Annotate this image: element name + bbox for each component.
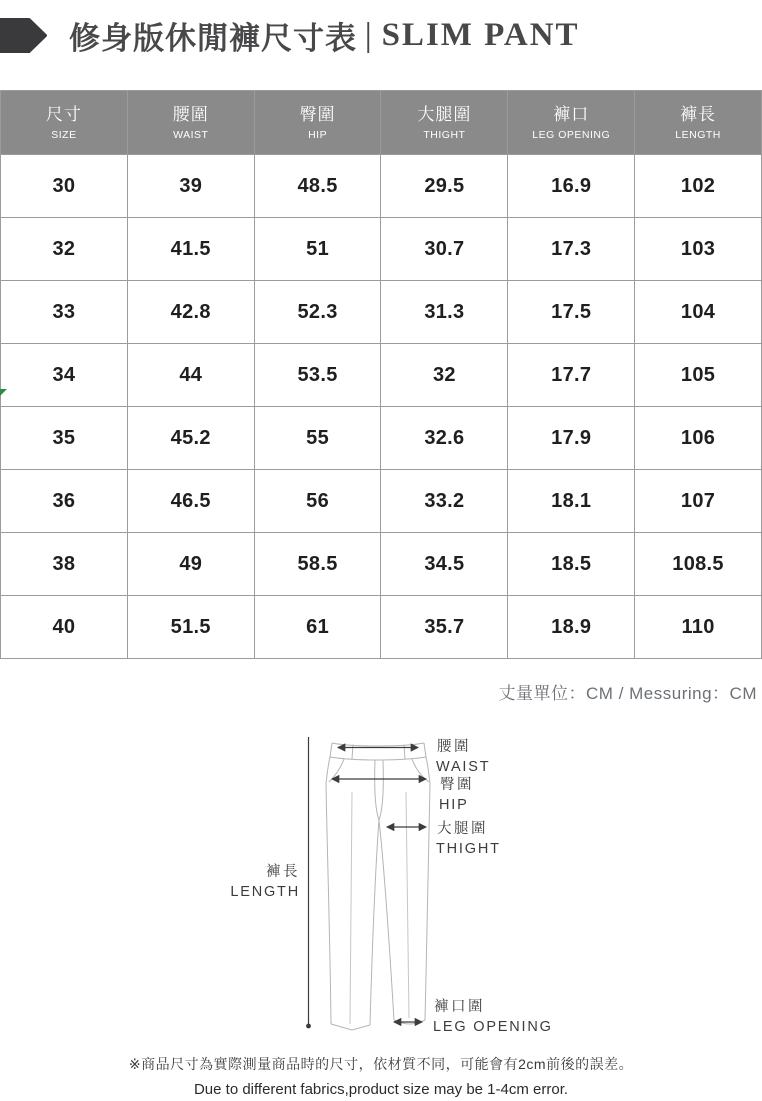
table-cell: 33.2: [381, 470, 508, 533]
leg-opening-label-cjk: 褲口圍: [434, 999, 485, 1015]
size-table-body: [1, 155, 762, 659]
table-cell: 18.9: [508, 596, 635, 659]
table-cell: 30: [1, 155, 128, 218]
table-cell: 58.5: [254, 533, 381, 596]
table-cell: 103: [635, 218, 762, 281]
page-header: [0, 0, 762, 58]
table-cell: 40: [1, 596, 128, 659]
table-cell: 17.3: [508, 218, 635, 281]
size-table-head: [1, 91, 762, 155]
column-header: 尺寸 SIZE: [1, 91, 128, 155]
table-row: [1, 155, 762, 218]
table-cell: 51.5: [127, 596, 254, 659]
footnote-cjk: ※商品尺寸為實際測量商品時的尺寸，依材質不同，可能會有2cm前後的誤差。: [128, 1056, 634, 1072]
green-corner-marker: [0, 389, 7, 396]
table-cell: 44: [127, 344, 254, 407]
table-cell: 48.5: [254, 155, 381, 218]
table-cell: 108.5: [635, 533, 762, 596]
table-cell: 61: [254, 596, 381, 659]
thigh-label-en: THIGHT: [436, 841, 501, 857]
table-cell: 55: [254, 407, 381, 470]
table-cell: 35: [1, 407, 128, 470]
table-cell: 29.5: [381, 155, 508, 218]
table-row: [1, 344, 762, 407]
column-header: 大腿圍 THIGHT: [381, 91, 508, 155]
table-cell: 42.8: [127, 281, 254, 344]
table-cell: 105: [635, 344, 762, 407]
tag-arrow-icon: [0, 18, 47, 53]
table-cell: 17.7: [508, 344, 635, 407]
column-header: 褲口 LEG OPENING: [508, 91, 635, 155]
table-cell: 36: [1, 470, 128, 533]
thigh-label-cjk: 大腿圍: [437, 821, 488, 837]
table-cell: 104: [635, 281, 762, 344]
table-cell: 32.6: [381, 407, 508, 470]
table-cell: 56: [254, 470, 381, 533]
header-row: [1, 91, 762, 155]
table-cell: 33: [1, 281, 128, 344]
table-cell: 35.7: [381, 596, 508, 659]
table-cell: 17.5: [508, 281, 635, 344]
measurement-arrows: [306, 737, 426, 1028]
table-cell: 102: [635, 155, 762, 218]
waist-label-cjk: 腰圍: [437, 739, 471, 755]
table-cell: 41.5: [127, 218, 254, 281]
table-cell: 32: [1, 218, 128, 281]
table-row: [1, 470, 762, 533]
table-cell: 34.5: [381, 533, 508, 596]
table-row: [1, 407, 762, 470]
title-separator: |: [365, 16, 372, 53]
waist-label-en: WAIST: [436, 759, 491, 775]
leg-opening-label-en: LEG OPENING: [433, 1019, 553, 1035]
table-cell: 16.9: [508, 155, 635, 218]
table-cell: 17.9: [508, 407, 635, 470]
unit-note: 丈量單位：CM / Messuring：CM: [498, 684, 757, 703]
table-cell: 110: [635, 596, 762, 659]
page-title: [69, 13, 580, 58]
table-cell: 34: [1, 344, 128, 407]
table-cell: 18.5: [508, 533, 635, 596]
table-row: [1, 281, 762, 344]
table-cell: 38: [1, 533, 128, 596]
table-cell: 45.2: [127, 407, 254, 470]
pants-measurement-diagram: [0, 714, 762, 1044]
column-header: 腰圍 WAIST: [127, 91, 254, 155]
column-header: 臀圍 HIP: [254, 91, 381, 155]
hip-label-cjk: 臀圍: [440, 777, 474, 793]
pants-outline: [326, 743, 430, 1030]
table-cell: 30.7: [381, 218, 508, 281]
size-table: [0, 90, 762, 659]
footnote-en: Due to different fabrics,product size may be 1-4cm error.: [193, 1080, 569, 1098]
table-cell: 46.5: [127, 470, 254, 533]
page-title-en: SLIM PANT: [381, 16, 580, 53]
table-row: [1, 533, 762, 596]
table-cell: 18.1: [508, 470, 635, 533]
footnotes: [0, 1054, 762, 1101]
table-cell: 32: [381, 344, 508, 407]
table-cell: 106: [635, 407, 762, 470]
table-cell: 49: [127, 533, 254, 596]
length-label-cjk: 褲長: [266, 864, 300, 880]
table-row: [1, 218, 762, 281]
table-cell: 53.5: [254, 344, 381, 407]
page-title-cjk: 修身版休閒褲尺寸表: [69, 20, 357, 56]
table-cell: 31.3: [381, 281, 508, 344]
table-row: [1, 596, 762, 659]
table-cell: 107: [635, 470, 762, 533]
column-header: 褲長 LENGTH: [635, 91, 762, 155]
length-label-en: LENGTH: [230, 884, 300, 900]
length-line-end-dot: [306, 1024, 311, 1029]
table-cell: 51: [254, 218, 381, 281]
table-cell: 39: [127, 155, 254, 218]
table-cell: 52.3: [254, 281, 381, 344]
hip-label-en: HIP: [439, 797, 469, 813]
